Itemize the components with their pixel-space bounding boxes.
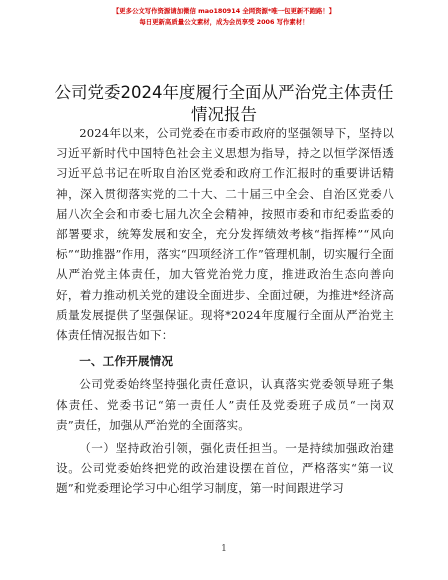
page-number: 1	[221, 544, 227, 554]
promo-banner-line-1: 【更多公文写作资源请加微信 mao180914 全网资源*唯一包更新不跑路！】	[112, 7, 336, 15]
document-title	[40, 82, 408, 126]
document-body	[56, 123, 394, 499]
document-title-line-1: 公司党委2024年度履行全面从严治党主体责任	[54, 83, 394, 102]
promo-banner-line-2: 每日更新高质量公文素材，成为会员享受 2006 写作素材！	[139, 18, 309, 26]
promo-banner	[0, 6, 448, 28]
intro-paragraph: 2024年以来，公司党委在市委市政府的坚强领导下，坚持以习近平新时代中国特色社会主义思想为指导，持之以恒学深悟透习近平总书记在听取自治区党委和政府工作汇报时的重要讲话精神，深入贯彻落实党的二十大、二十届三中全会、自治区党委八届八次全会和市委七届九次全会精神，按照市委和市纪委监委的部署要求，统筹发展和安全，充分发挥绩效考核“指挥棒”“风向标”“助推器”作用，落实“四项经济工作”管理机制，切实履行全面从严治党主体责任，加大管党治党力度，推进政治生态向善向好，着力推动机关党的建设全面进步、全面过硬，为推进*经济高质量发展提供了坚强保证。现将*2024年度履行全面从严治党主体责任情况报告如下：	[56, 126, 394, 343]
body-paragraph: 公司党委始终坚持强化责任意识，认真落实党委领导班子集体责任、党委书记“第一责任人”责任及党委班子成员“一岗双责”责任，加强从严治党的全面落实。	[56, 377, 394, 432]
section-heading: 一、工作开展情况	[79, 354, 174, 369]
subsection-paragraph: （一）坚持政治引领，强化责任担当。一是持续加强政治建设。公司党委始终把党的政治建设摆在首位，严格落实“第一议题”和党委理论学习中心组学习制度，第一时间跟进学习	[56, 441, 394, 496]
document-title-line-2: 情况报告	[191, 105, 257, 124]
